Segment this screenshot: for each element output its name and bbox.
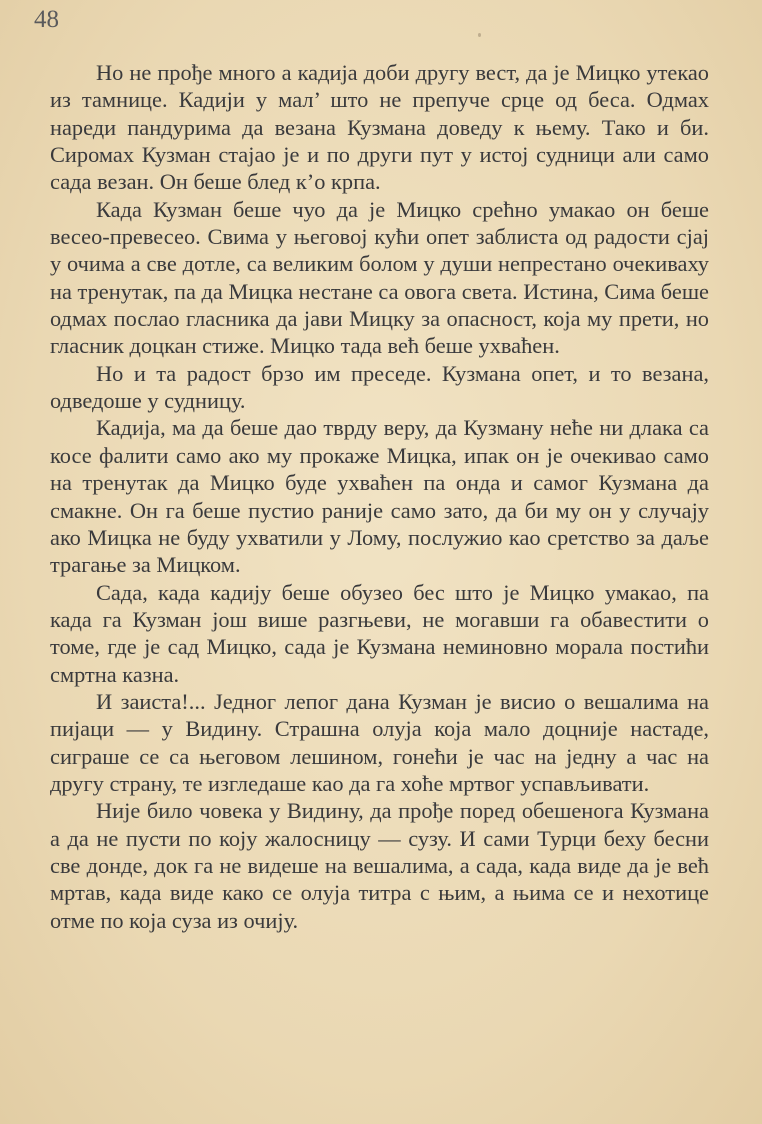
paragraph-4: Кадија, ма да беше дао тврду веру, да Кузману неће ни длака са косе фалити само ако му прокаже Мицка, ипак он је очекивао само на тренутак да Мицко буде ухваћен па онда и самог Кузмана да смакне. Он га беше пустио раније само зато, да би му он у случају ако Мицка не буду ухватили у Лому, послужио као сретство за даље трагање за Мицком. (50, 415, 709, 578)
paragraph-5: Сада, када кадију беше обузео бес што је Мицко умакао, па када га Кузман још више разгњеви, не могавши га обавестити о томе, где је сад Мицко, сада је Кузмана неминовно морала постићи смртна казна. (50, 579, 709, 687)
paragraph-6: И заиста!... Једног лепог дана Кузман је висио о вешалима на пијаци — у Видину. Страшна олуја која мало доцније настаде, сиграше се са његовом лешином, гонећи је час на једну а час на другу страну, те изгледаше као да га хоће мртвог успављивати. (50, 688, 709, 796)
paragraph-2: Када Кузман беше чуо да је Мицко срећно умакао он беше весео-превесео. Свима у његовој кући опет заблиста од радости сјај у очима а све дотле, са великим болом у души непрестано очекиваху на тренутак, па да Мицка нестане са овога света. Истина, Сима беше одмах послао гласника да јави Мицку за опасност, која му прети, но гласник доцкан стиже. Мицко тада већ беше ухваћен. (50, 196, 709, 359)
paragraph-3: Но и та радост брзо им преседе. Кузмана опет, и то везана, одведоше у судницу. (50, 360, 709, 414)
paragraph-7: Није било човека у Видину, да прође поред обешенога Кузмана а да не пусти по коју жалосницу — сузу. И сами Турци беху бесни све донде, док га не видеше на вешалима, а сада, када виде да је већ мртав, када виде како се олуја титра с њим, а њима се и нехотице отме по која суза из очију. (50, 798, 709, 933)
scan-speck (478, 33, 481, 37)
paragraph-1: Но не прође много а кадија доби другу вест, да је Мицко утекао из тамнице. Кадији у мал’ што не препуче срце од беса. Одмах нареди пандурима да везана Кузмана доведу к њему. Тако и би. Сиромах Кузман стајао је и по други пут у истој судници али само сада везан. Он беше блед к’о крпа. (50, 60, 709, 195)
page-number: 48 (34, 6, 59, 33)
body-text (50, 59, 709, 934)
